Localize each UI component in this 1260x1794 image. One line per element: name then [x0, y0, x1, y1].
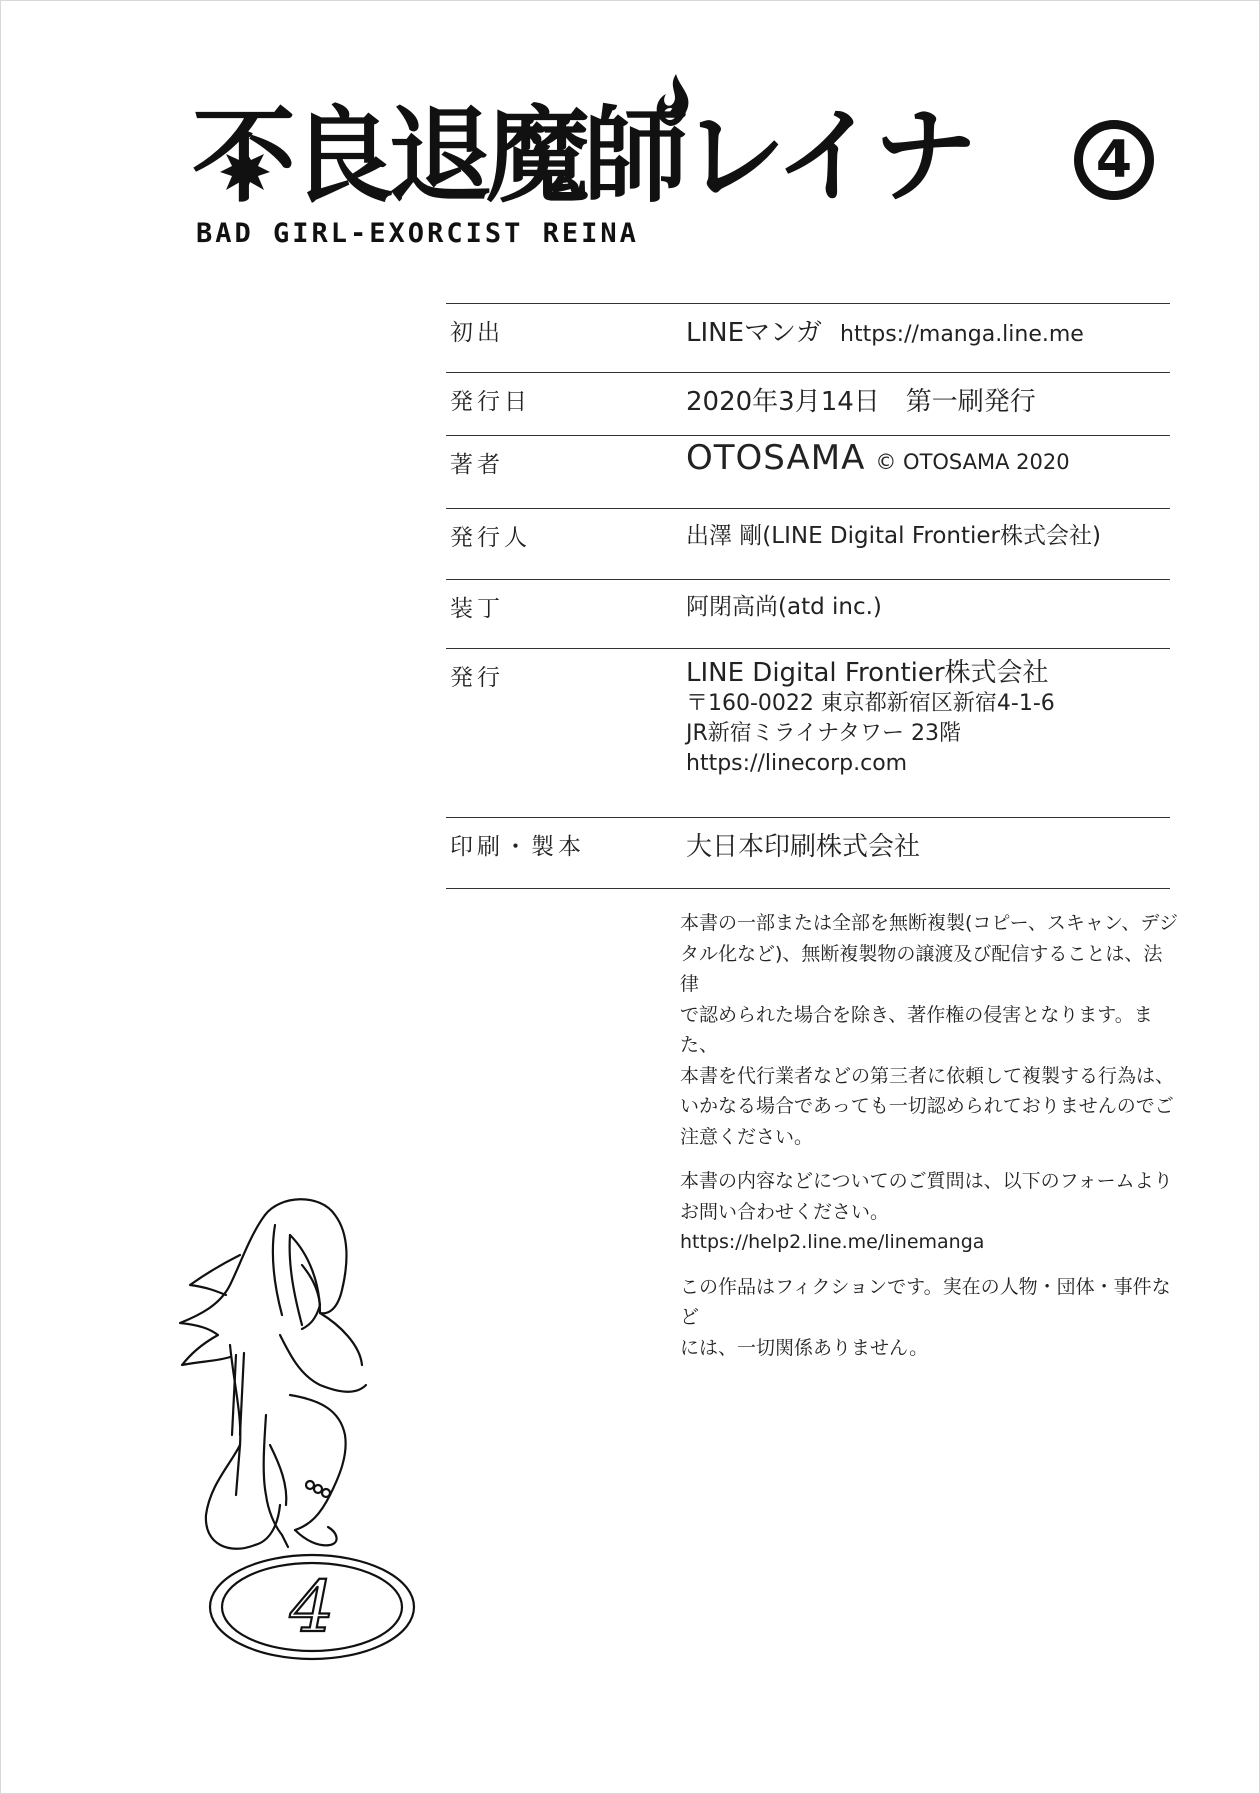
publisher-postal-address: 〒160-0022 東京都新宿区新宿4-1-6: [686, 691, 1055, 716]
row-label: 発行人: [450, 525, 531, 551]
colophon-row-design: [446, 579, 1170, 648]
notice-inquiry-paragraph: [680, 1166, 1180, 1258]
row-label: 発行日: [450, 389, 531, 415]
row-value: 2020年3月14日 第一刷発行: [686, 387, 1036, 417]
publisher-company: LINE Digital Frontier株式会社: [686, 658, 1049, 688]
volume-badge: [1074, 120, 1154, 200]
row-label: 発行: [450, 665, 504, 691]
character-illustration: [170, 1195, 470, 1665]
row-label: 初出: [450, 320, 504, 346]
colophon-row-publisher: [446, 648, 1170, 817]
notice-line: 注意ください。: [680, 1125, 814, 1148]
drawn-number: 4: [289, 1566, 335, 1648]
publication-platform: LINEマンガ: [686, 318, 823, 348]
row-label: 印刷・製本: [450, 834, 585, 860]
colophon-row-author: [446, 435, 1170, 508]
notice-line: には、一切関係ありません。: [680, 1336, 929, 1359]
publisher-building: JR新宿ミライナタワー 23階: [686, 721, 962, 746]
notice-fiction-paragraph: [680, 1272, 1180, 1364]
notice-line: 本書の内容などについてのご質問は、以下のフォームより: [680, 1170, 1173, 1192]
notice-line: この作品はフィクションです。実在の人物・団体・事件など: [680, 1275, 1171, 1328]
row-label: 装丁: [450, 596, 504, 622]
row-value: 阿閉高尚(atd inc.): [686, 594, 882, 620]
row-value: [686, 657, 1055, 779]
colophon-row-publish-date: [446, 372, 1170, 435]
platform-url: https://manga.line.me: [840, 322, 1084, 347]
inquiry-url[interactable]: https://help2.line.me/linemanga: [680, 1231, 985, 1253]
volume-number: 4: [1095, 130, 1133, 190]
author-name: OTOSAMA: [686, 438, 866, 478]
row-label: 著者: [450, 452, 504, 478]
notice-copyright-paragraph: [680, 908, 1180, 1152]
copyright: © OTOSAMA 2020: [875, 450, 1070, 474]
row-value: 大日本印刷株式会社: [686, 832, 921, 862]
title-logo: [192, 92, 1182, 252]
row-value: [686, 438, 1070, 478]
title-japanese: 不良退魔師レイナ: [192, 95, 971, 217]
row-value: 出澤 剛(LINE Digital Frontier株式会社): [686, 523, 1101, 549]
notice-line: 本書を代行業者などの第三者に依頼して複製する行為は、: [680, 1064, 1175, 1087]
notice-line: お問い合わせください。: [680, 1200, 890, 1223]
colophon-row-printing: [446, 817, 1170, 889]
row-value: [686, 312, 1084, 349]
notice-line: 本書の一部または全部を無断複製(コピー、スキャン、デジ: [680, 912, 1178, 934]
notice-line: タル化など)、無断複製物の譲渡及び配信することは、法律: [680, 942, 1163, 995]
colophon-row-first-publication: [446, 303, 1170, 372]
title-english: BAD GIRL-EXORCIST REINA: [196, 218, 639, 249]
notice-line: いかなる場合であっても一切認められておりませんのでご: [680, 1095, 1174, 1117]
legal-notice: [680, 908, 1180, 1377]
publisher-url: https://linecorp.com: [686, 751, 908, 776]
colophon-row-publisher-person: [446, 508, 1170, 579]
colophon-table: [446, 303, 1170, 889]
notice-line: で認められた場合を除き、著作権の侵害となります。また、: [680, 1003, 1153, 1056]
